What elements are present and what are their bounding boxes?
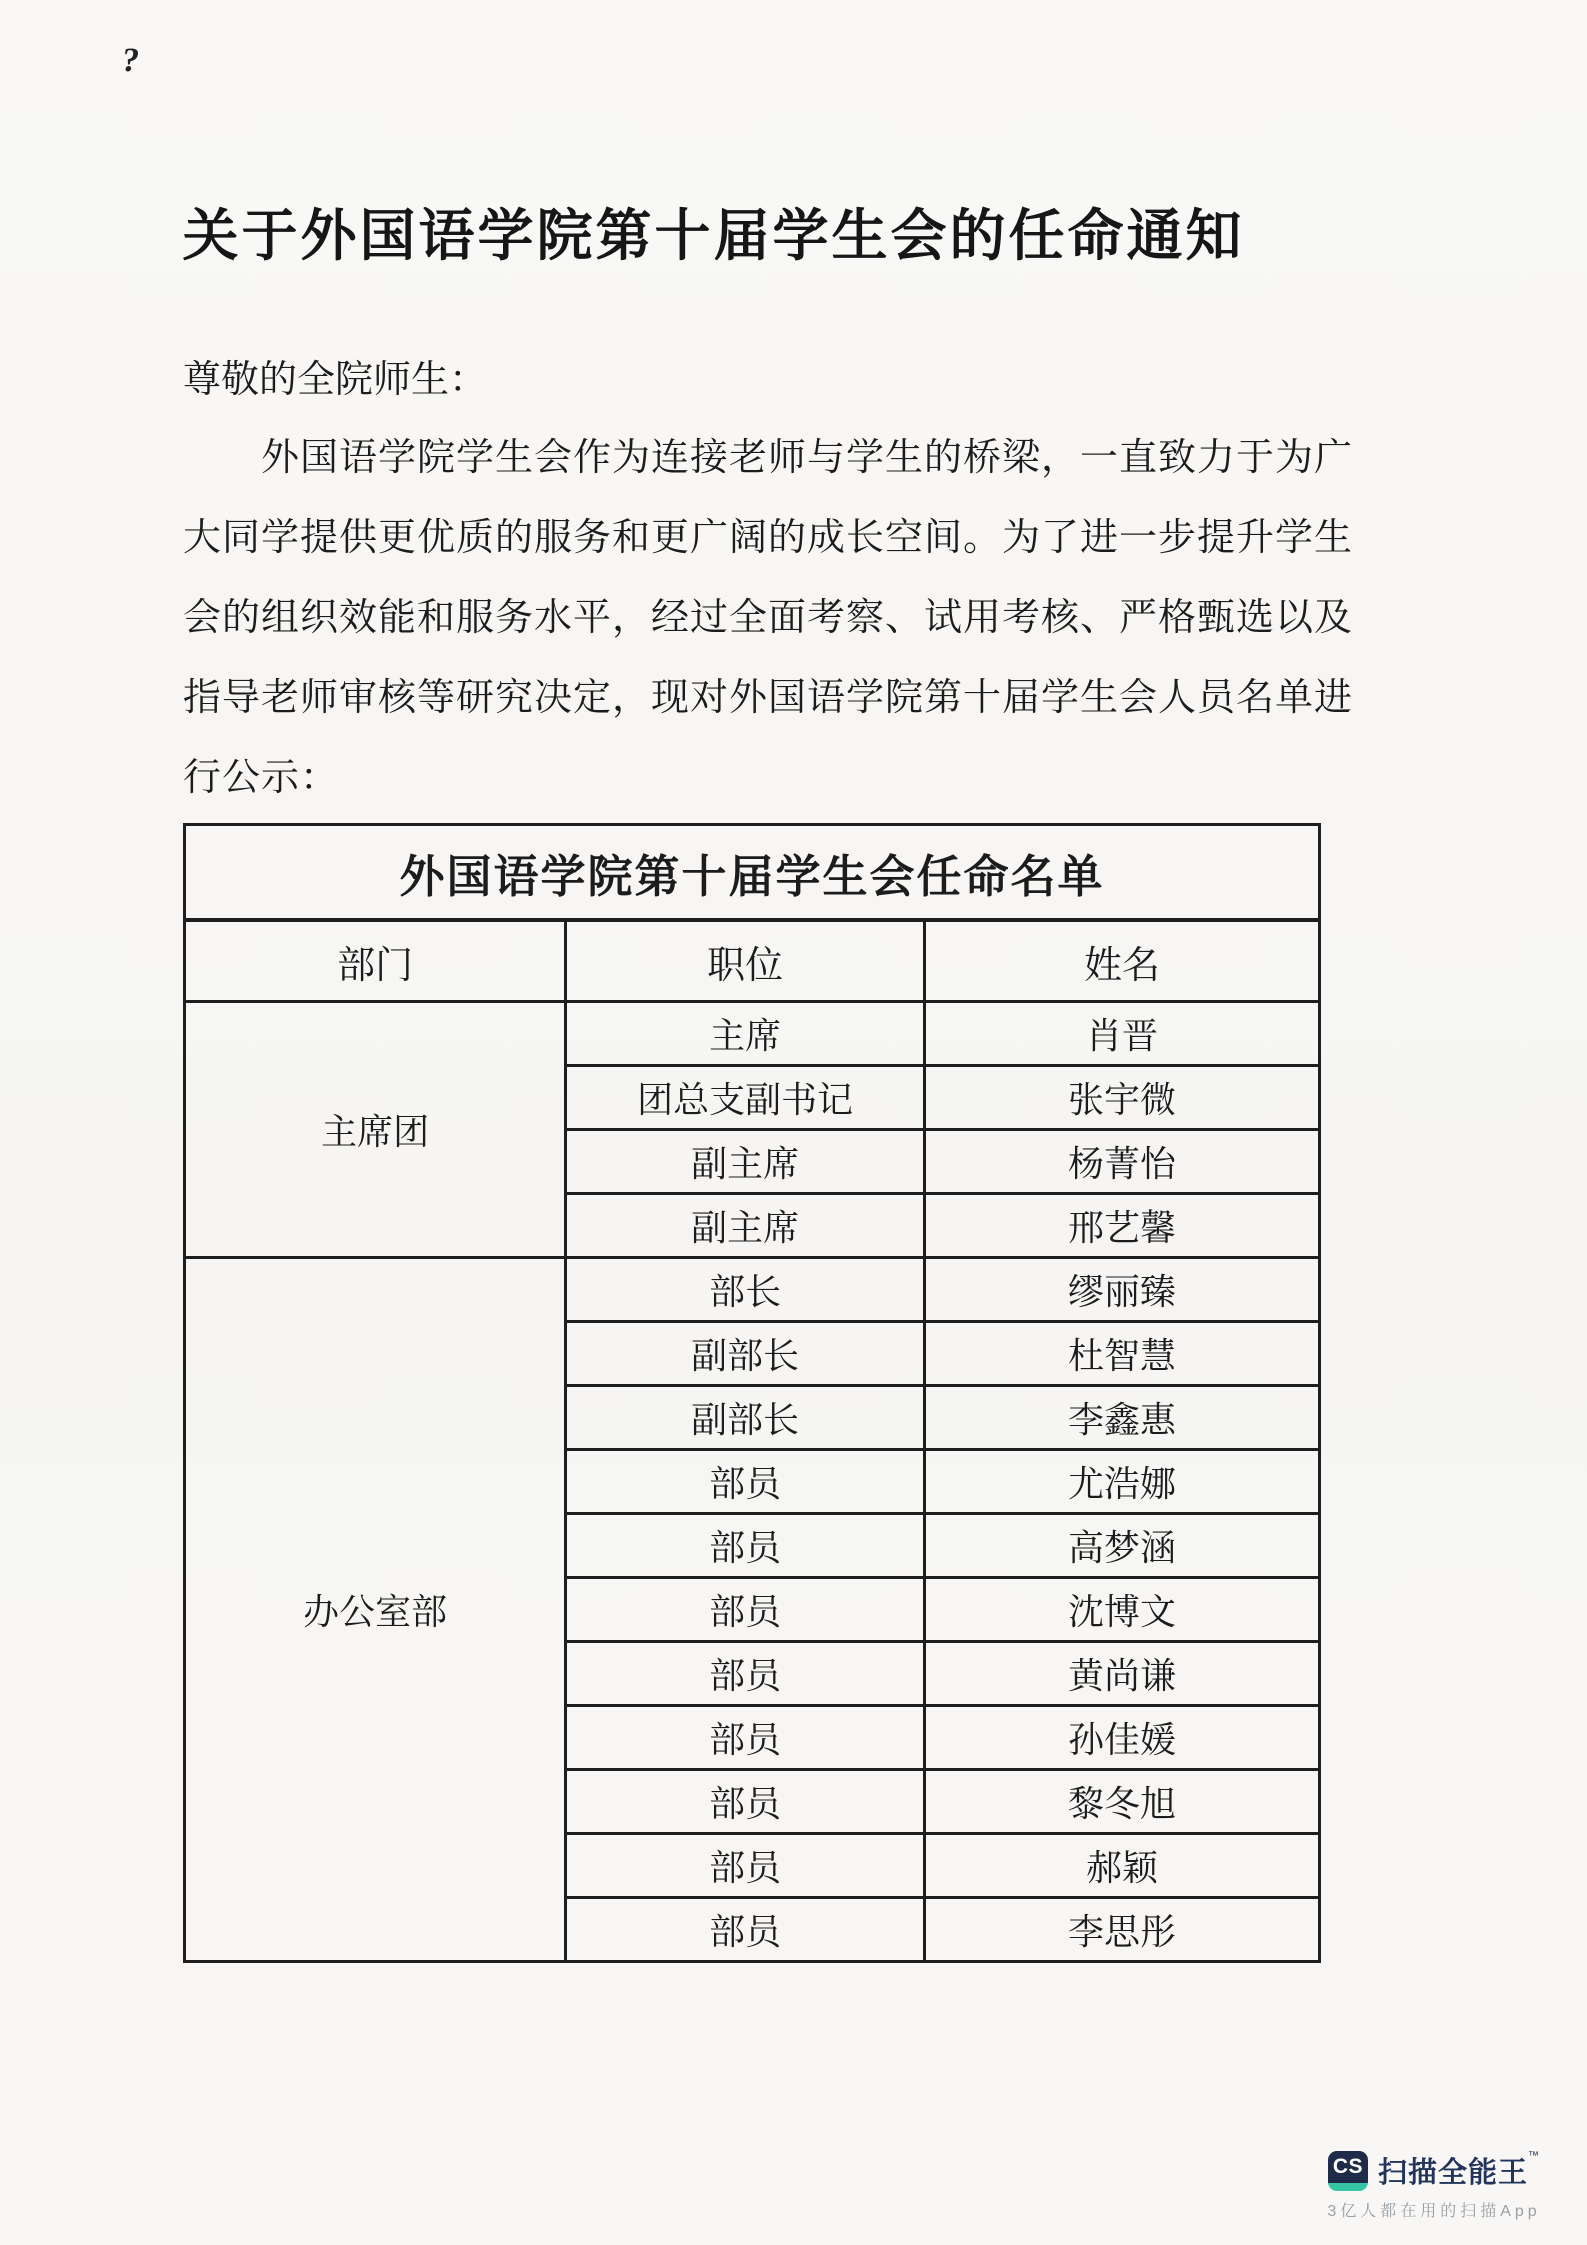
- salutation: 尊敬的全院师生：: [183, 359, 488, 401]
- position-cell: 副部长: [566, 1386, 925, 1450]
- camscanner-logo-icon: [1328, 2151, 1368, 2191]
- column-header-name: 姓名: [925, 920, 1320, 1002]
- name-cell: 肖晋: [925, 1002, 1320, 1066]
- position-cell: 主席: [566, 1002, 925, 1066]
- position-cell: 团总支副书记: [566, 1066, 925, 1130]
- position-cell: 部员: [566, 1578, 925, 1642]
- name-cell: 杜智慧: [925, 1322, 1320, 1386]
- position-cell: 部员: [566, 1770, 925, 1834]
- name-cell: 黎冬旭: [925, 1770, 1320, 1834]
- position-cell: 部员: [566, 1642, 925, 1706]
- name-cell: 尤浩娜: [925, 1450, 1320, 1514]
- app-name-text: 扫描全能王: [1377, 2157, 1528, 2189]
- camscanner-logo-strip: [1328, 2183, 1368, 2191]
- name-cell: 李思彤: [925, 1898, 1320, 1962]
- name-cell: 高梦涵: [925, 1514, 1320, 1578]
- paragraph-line: 指导老师审核等研究决定，现对外国语学院第十届学生会人员名单进: [183, 677, 1354, 719]
- name-cell: 张宇微: [925, 1066, 1320, 1130]
- name-cell: 李鑫惠: [925, 1386, 1320, 1450]
- paragraph-line: 大同学提供更优质的服务和更广阔的成长空间。为了进一步提升学生: [183, 517, 1354, 559]
- department-cell: 办公室部: [185, 1258, 566, 1962]
- camscanner-app-name: [1378, 2150, 1540, 2191]
- paragraph-line: 行公示：: [183, 757, 340, 799]
- position-cell: 副主席: [566, 1194, 925, 1258]
- document-title: 关于外国语学院第十届学生会的任命通知: [182, 204, 1245, 267]
- paragraph-line: 外国语学院学生会作为连接老师与学生的桥梁，一直致力于为广: [261, 437, 1354, 479]
- camscanner-tagline: 3亿人都在用的扫描App: [1327, 2203, 1541, 2220]
- position-cell: 部员: [566, 1898, 925, 1962]
- name-cell: 孙佳媛: [925, 1706, 1320, 1770]
- name-cell: 郝颖: [925, 1834, 1320, 1898]
- table-row: [185, 1258, 1320, 1322]
- camscanner-watermark: [1309, 2150, 1559, 2221]
- name-cell: 沈博文: [925, 1578, 1320, 1642]
- position-cell: 部长: [566, 1258, 925, 1322]
- position-cell: 副主席: [566, 1130, 925, 1194]
- camscanner-logo-text: CS: [1328, 2151, 1368, 2183]
- position-cell: 部员: [566, 1514, 925, 1578]
- column-header-department: 部门: [185, 920, 566, 1002]
- paragraph-line: 会的组织效能和服务水平，经过全面考察、试用考核、严格甄选以及: [183, 597, 1354, 639]
- body-paragraph: [183, 418, 1354, 818]
- name-cell: 杨菁怡: [925, 1130, 1320, 1194]
- position-cell: 部员: [566, 1706, 925, 1770]
- column-header-position: 职位: [566, 920, 925, 1002]
- appointment-table: [183, 823, 1321, 1963]
- stray-pen-mark: ?: [119, 42, 142, 79]
- department-cell: 主席团: [185, 1002, 566, 1258]
- table-title-row: [185, 825, 1320, 921]
- name-cell: 缪丽臻: [925, 1258, 1320, 1322]
- position-cell: 部员: [566, 1834, 925, 1898]
- table-title: 外国语学院第十届学生会任命名单: [185, 825, 1320, 921]
- table-header-row: [185, 920, 1320, 1002]
- name-cell: 黄尚谦: [925, 1642, 1320, 1706]
- name-cell: 邢艺馨: [925, 1194, 1320, 1258]
- position-cell: 副部长: [566, 1322, 925, 1386]
- table-row: [185, 1002, 1320, 1066]
- trademark-symbol: ™: [1528, 2150, 1540, 2162]
- position-cell: 部员: [566, 1450, 925, 1514]
